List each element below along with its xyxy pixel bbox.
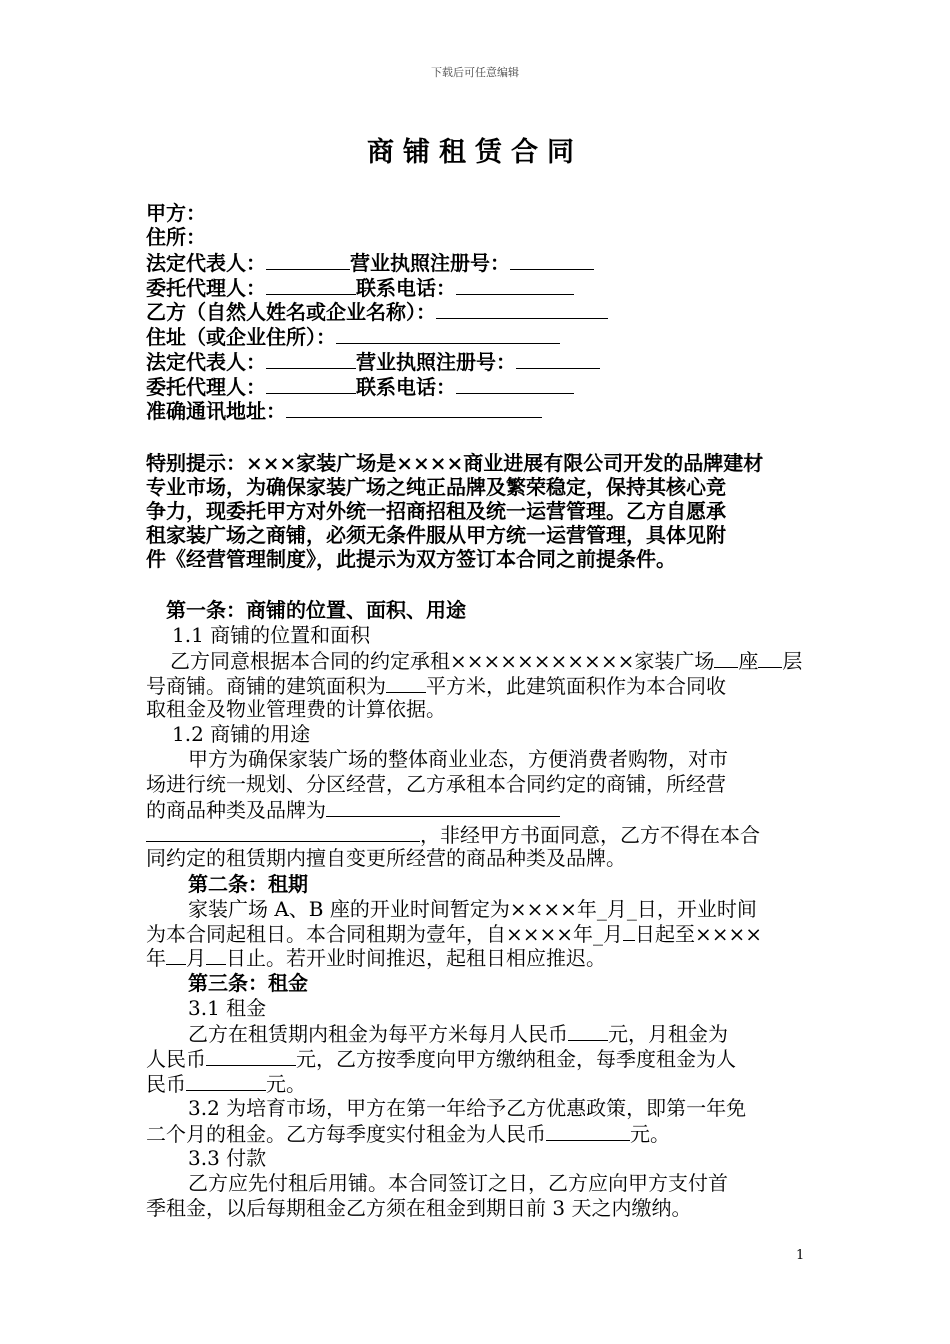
party-a-address-line — [146, 225, 206, 249]
article-1-text: 座 — [738, 649, 759, 673]
article-1-text-line: 场进行统一规划、分区经营，乙方承租本合同约定的商铺，所经营 — [146, 772, 726, 796]
article-3-text-line: 季租金，以后每期租金乙方须在租金到期日前 3 天之内缴纳。 — [146, 1196, 692, 1220]
section-1-1-heading: 1.1 商铺的位置和面积 — [172, 623, 371, 647]
party-b-agent-blank[interactable] — [266, 374, 356, 394]
end-day-blank[interactable] — [206, 945, 226, 965]
article-3-text: 元。 — [630, 1122, 670, 1146]
article-1-text: ，非经甲方书面同意，乙方不得在本合 — [420, 823, 760, 847]
article-1-text: 层 — [782, 649, 803, 673]
party-a-rep-blank[interactable] — [266, 250, 350, 270]
goods-brand-blank[interactable] — [326, 797, 560, 817]
article-1-heading: 第一条：商铺的位置、面积、用途 — [166, 598, 466, 622]
article-3-text-line — [188, 1021, 728, 1046]
article-3-text: 乙方在租赁期内租金为每平方米每月人民币 — [188, 1022, 568, 1046]
party-b-mail-line — [146, 398, 542, 423]
party-a-agent-line — [146, 275, 574, 300]
party-b-rep-line — [146, 349, 600, 374]
page-number: 1 — [796, 1248, 805, 1263]
party-a-agent-blank[interactable] — [266, 275, 356, 295]
party-b-mail-blank[interactable] — [286, 398, 542, 418]
article-1-text: 乙方同意根据本合同的约定承租×××××××××××家装广场 — [170, 649, 715, 673]
article-2-text: 日起至×××× — [635, 922, 763, 946]
party-a-license-blank[interactable] — [510, 250, 594, 270]
article-1-text-line — [146, 797, 560, 822]
party-b-label: 乙方（自然人姓名或企业名称）： — [146, 300, 436, 324]
article-3-text: 二个月的租金。乙方每季度实付租金为人民币 — [146, 1122, 546, 1146]
article-3-text: 元。 — [266, 1072, 306, 1096]
party-b-rep-blank[interactable] — [266, 349, 356, 369]
article-1-text-line — [146, 822, 760, 847]
party-a-rep-label: 法定代表人： — [146, 251, 266, 275]
article-1-text-line — [170, 648, 802, 673]
article-3-text: 元，乙方按季度向甲方缴纳租金，每季度租金为人 — [296, 1047, 736, 1071]
party-a-rep-line — [146, 250, 594, 275]
article-3-text-line — [146, 1071, 306, 1096]
rent-per-sqm-blank[interactable] — [568, 1021, 608, 1041]
end-month-blank[interactable] — [166, 945, 186, 965]
party-b-rep-label: 法定代表人： — [146, 350, 266, 374]
party-b-address-blank[interactable] — [336, 324, 560, 344]
article-2-text: 月 — [186, 946, 206, 970]
article-3-text: 人民币 — [146, 1047, 206, 1071]
article-3-text: 民币 — [146, 1072, 186, 1096]
section-1-2-heading: 1.2 商铺的用途 — [172, 722, 311, 746]
article-2-text-line — [146, 945, 606, 970]
party-b-line — [146, 299, 608, 324]
party-a-label: 甲方： — [146, 201, 206, 225]
article-1-text: 平方米，此建筑面积作为本合同收 — [426, 674, 726, 698]
article-1-text: 的商品种类及品牌为 — [146, 798, 326, 822]
actual-quarterly-rent-blank[interactable] — [546, 1121, 630, 1141]
section-3-3-heading: 3.3 付款 — [188, 1146, 267, 1170]
party-a-phone-blank[interactable] — [456, 275, 574, 295]
notice-line: 争力，现委托甲方对外统一招商招租及统一运营管理。乙方自愿承 — [146, 499, 726, 523]
article-3-text: 元，月租金为 — [608, 1022, 728, 1046]
article-1-text-line: 取租金及物业管理费的计算依据。 — [146, 697, 446, 721]
section-3-1-heading: 3.1 租金 — [188, 996, 267, 1020]
article-2-text-line — [146, 921, 762, 946]
article-2-text: 为本合同起租日。本合同租期为壹年，自××××年_月 — [146, 922, 624, 946]
party-a-agent-label: 委托代理人： — [146, 276, 266, 300]
notice-line: 特别提示：×××家装广场是××××商业进展有限公司开发的品牌建材 — [146, 451, 764, 475]
article-1-text: 号商铺。商铺的建筑面积为 — [146, 674, 386, 698]
party-a-address-label: 住所： — [146, 225, 206, 249]
party-b-agent-label: 委托代理人： — [146, 375, 266, 399]
goods-brand-blank-continued[interactable] — [146, 822, 420, 842]
article-2-heading: 第二条：租期 — [188, 872, 308, 896]
party-b-phone-label: 联系电话： — [356, 375, 456, 399]
building-blank[interactable] — [714, 648, 738, 668]
party-a-phone-label: 联系电话： — [356, 276, 456, 300]
party-a-license-label: 营业执照注册号： — [350, 251, 510, 275]
article-3-text-line — [146, 1046, 736, 1071]
article-2-text-line: 家装广场 A、B 座的开业时间暂定为××××年_月_日，开业时间 — [188, 897, 757, 921]
floor-blank[interactable] — [758, 648, 782, 668]
article-1-text-line: 同约定的租赁期内擅自变更所经营的商品种类及品牌。 — [146, 846, 626, 870]
party-b-address-label: 住址（或企业住所）： — [146, 325, 336, 349]
party-b-address-line — [146, 324, 560, 349]
party-b-agent-line — [146, 374, 574, 399]
quarterly-rent-blank[interactable] — [186, 1071, 266, 1091]
article-1-text-line: 甲方为确保家装广场的整体商业业态，方便消费者购物，对市 — [188, 747, 728, 771]
party-b-license-label: 营业执照注册号： — [356, 350, 516, 374]
party-b-phone-blank[interactable] — [456, 374, 574, 394]
notice-line: 专业市场，为确保家装广场之纯正品牌及繁荣稳定，保持其核心竞 — [146, 475, 726, 499]
article-1-text-line — [146, 673, 726, 698]
party-b-name-blank[interactable] — [436, 299, 608, 319]
article-2-text: 日止。若开业时间推迟，起租日相应推迟。 — [226, 946, 606, 970]
area-blank[interactable] — [386, 673, 426, 693]
party-b-license-blank[interactable] — [516, 349, 600, 369]
article-3-text-line: 3.2 为培育市场，甲方在第一年给予乙方优惠政策，即第一年免 — [188, 1096, 747, 1120]
party-b-mail-label: 准确通讯地址： — [146, 399, 286, 423]
document-title: 商铺租赁合同 — [367, 137, 583, 168]
page-header-note: 下载后可任意编辑 — [431, 66, 519, 79]
party-a-line — [146, 201, 206, 225]
notice-line: 件《经营管理制度》，此提示为双方签订本合同之前提条件。 — [146, 547, 676, 571]
article-2-text: 年 — [146, 946, 166, 970]
article-3-text-line: 乙方应先付租后用铺。本合同签订之日，乙方应向甲方支付首 — [188, 1171, 728, 1195]
notice-line: 租家装广场之商铺，必须无条件服从甲方统一运营管理，具体见附 — [146, 523, 726, 547]
article-3-heading: 第三条：租金 — [188, 971, 308, 995]
monthly-rent-blank[interactable] — [206, 1046, 296, 1066]
article-3-text-line — [146, 1121, 670, 1146]
start-day-blank[interactable] — [623, 921, 635, 941]
